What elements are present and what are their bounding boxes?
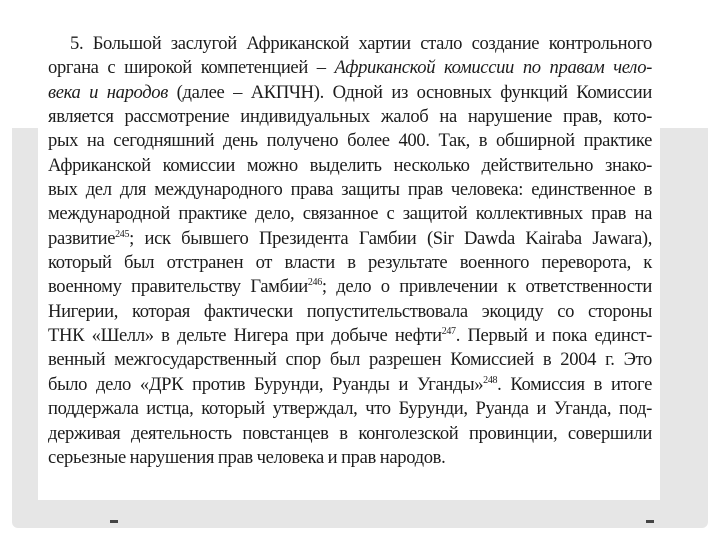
text-line-11 bbox=[48, 275, 652, 299]
footnote-ref-245: 245 bbox=[115, 228, 130, 240]
body-paragraph bbox=[48, 32, 652, 470]
text-segment: органа с широкой компетенцией – bbox=[48, 57, 335, 79]
text-segment: было дело «ДРК против Бурунди, Руанды и Уганды» bbox=[48, 373, 484, 395]
text-line-14: венный межгосударственный спор был разрешен Комиссией в 2004 г. Это bbox=[48, 349, 652, 371]
italic-term: века и народов bbox=[48, 81, 168, 103]
text-line-2 bbox=[48, 56, 652, 80]
text-line-10: который был отстранен от власти в результате военного переворота, к bbox=[48, 252, 652, 274]
text-segment: . Комиссия в итоге bbox=[497, 373, 652, 395]
italic-term: Африканской комиссии по правам чело- bbox=[334, 57, 652, 79]
scanned-page bbox=[38, 30, 660, 500]
text-segment: ; иск бывшего Президента Гамбии (Sir Dawda Kairaba Jawara), bbox=[129, 227, 652, 249]
text-segment: развитие bbox=[48, 227, 116, 249]
text-line-4: является рассмотрение индивидуальных жалоб на нарушение прав, кото- bbox=[48, 106, 652, 128]
text-line-8: международной практике дело, связанное с защитой коллективных прав на bbox=[48, 203, 652, 225]
text-line-18: серьезные нарушения прав человека и прав народов. bbox=[48, 446, 446, 468]
scan-artifact-right bbox=[646, 520, 654, 523]
footnote-ref-246: 246 bbox=[307, 277, 322, 289]
text-line-1: 5. Большой заслугой Африканской хартии стало создание контрольного bbox=[70, 33, 652, 54]
text-segment: ; дело о привлечении к ответственности bbox=[321, 276, 652, 298]
text-line-12: Нигерии, которая фактически попустительствовала экоциду со стороны bbox=[48, 300, 652, 322]
text-line-9 bbox=[48, 227, 652, 251]
text-line-16: поддержала истца, который утверждал, что Бурунди, Руанда и Уганда, под- bbox=[48, 398, 652, 420]
text-line-6: Африканской комиссии можно выделить несколько действительно знако- bbox=[48, 154, 652, 176]
footnote-ref-247: 247 bbox=[441, 326, 456, 338]
text-line-3 bbox=[48, 81, 652, 105]
text-segment: ТНК «Шелл» в дельте Нигера при добыче нефти bbox=[48, 325, 442, 347]
text-line-5: рых на сегодняшний день получено более 400. Так, в обширной практике bbox=[48, 130, 652, 152]
text-line-13 bbox=[48, 324, 652, 348]
footnote-ref-248: 248 bbox=[483, 374, 498, 386]
scan-artifact-left bbox=[110, 520, 118, 523]
text-segment: военному правительству Гамбии bbox=[48, 276, 308, 298]
text-segment: . Первый и пока единст- bbox=[455, 325, 652, 347]
text-line-15 bbox=[48, 373, 652, 397]
text-line-7: вых дел для международного права защиты прав человека: единственное в bbox=[48, 179, 652, 201]
text-line-17: держивая деятельность повстанцев в конголезской провинции, совершили bbox=[48, 422, 652, 444]
text-segment: (далее – АКПЧН). Одной из основных функций Комиссии bbox=[167, 81, 652, 103]
